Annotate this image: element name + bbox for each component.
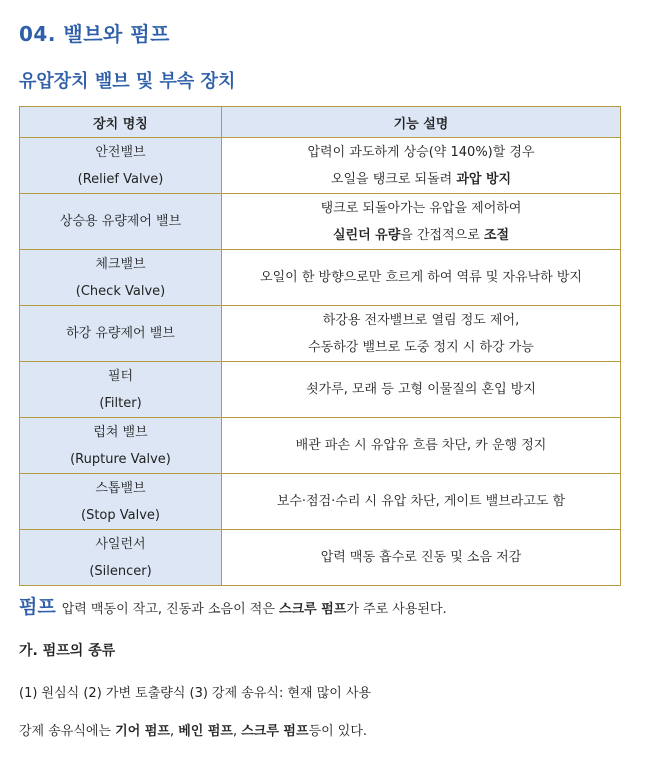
- description-line: [228, 166, 614, 193]
- emphasis-text: 조절: [483, 227, 510, 243]
- function-description-cell: [222, 194, 621, 250]
- pump-intro: [19, 592, 447, 619]
- pump-types-list: (1) 원심식 (2) 가변 토출량식 (3) 강제 송유식: 현재 많이 사용: [19, 686, 372, 701]
- description-line: [228, 432, 614, 459]
- device-name-cell: [20, 138, 222, 194]
- description-line: [228, 334, 614, 361]
- description-text: 하강용 전자밸브로 열림 정도 제어,: [322, 312, 520, 328]
- table-header-row: [20, 107, 621, 138]
- body-text: 강제 송유식에는: [19, 724, 116, 739]
- device-name-cell: [20, 250, 222, 306]
- device-name-cell: [20, 474, 222, 530]
- body-text: 압력 맥동이 작고, 진동과 소음이 적은: [61, 602, 280, 617]
- description-line: [228, 264, 614, 291]
- description-text: 오일을 탱크로 되돌려: [330, 171, 457, 187]
- function-description-cell: [222, 306, 621, 362]
- table-row: [20, 418, 621, 474]
- description-text: 압력이 과도하게 상승(약 140%)할 경우: [307, 144, 535, 160]
- table-body: [20, 138, 621, 586]
- body-text: ,: [232, 724, 242, 739]
- table-row: [20, 194, 621, 250]
- body-text: 가 주로 사용된다.: [346, 602, 447, 617]
- device-name-line: (Rupture Valve): [70, 451, 171, 467]
- table-row: [20, 250, 621, 306]
- pump-label: 펌프: [19, 596, 56, 618]
- device-name-line: 스톱밸브: [95, 480, 146, 496]
- column-header-device-name: 장치 명칭: [20, 107, 222, 138]
- column-header-function: 기능 설명: [222, 107, 621, 138]
- device-name-line: 안전밸브: [95, 144, 146, 160]
- description-line: [228, 307, 614, 334]
- device-name-cell: [20, 362, 222, 418]
- table-row: [20, 362, 621, 418]
- device-name-line: 사일런서: [95, 536, 146, 552]
- emphasis-text: 과압 방지: [456, 171, 512, 187]
- device-name-line: 체크밸브: [95, 256, 146, 272]
- table-row: [20, 530, 621, 586]
- description-text: 탱크로 되돌아가는 유압을 제어하여: [320, 200, 522, 216]
- description-text: 오일이 한 방향으로만 흐르게 하여 역류 및 자유낙하 방지: [260, 270, 582, 285]
- function-description-cell: [222, 530, 621, 586]
- device-name-line: 럽쳐 밸브: [93, 424, 148, 440]
- description-line: [228, 139, 614, 166]
- device-name-cell: [20, 418, 222, 474]
- device-name-cell: [20, 194, 222, 250]
- function-description-cell: [222, 138, 621, 194]
- positive-displacement-note: [19, 720, 367, 739]
- device-name-line: (Silencer): [89, 563, 152, 579]
- description-line: [228, 376, 614, 403]
- emphasis-text: 실린더 유량: [332, 227, 401, 243]
- page-title: 04. 밸브와 펌프: [19, 22, 170, 46]
- device-name-cell: [20, 530, 222, 586]
- description-line: [228, 195, 614, 222]
- device-name-line: (Check Valve): [75, 283, 166, 299]
- description-text: 보수·점검·수리 시 유압 차단, 게이트 밸브라고도 함: [276, 494, 566, 509]
- description-text: 쇳가루, 모래 등 고형 이물질의 혼입 방지: [306, 382, 536, 397]
- function-description-cell: [222, 250, 621, 306]
- description-text: 배관 파손 시 유압유 흐름 차단, 카 운행 정지: [295, 438, 547, 453]
- function-description-cell: [222, 474, 621, 530]
- body-text: 등이 있다.: [308, 724, 368, 739]
- section-subtitle: 유압장치 밸브 및 부속 장치: [19, 71, 236, 92]
- table-row: [20, 138, 621, 194]
- device-name-line: 상승용 유량제어 밸브: [59, 214, 182, 229]
- pump-types-heading: 가. 펌프의 종류: [19, 643, 116, 659]
- description-text: 수동하강 밸브로 도중 정지 시 하강 가능: [308, 339, 534, 355]
- emphasis-text: 스크루 펌프: [279, 602, 347, 617]
- valve-table: [19, 106, 621, 586]
- function-description-cell: [222, 418, 621, 474]
- table-row: [20, 474, 621, 530]
- device-name-line: (Relief Valve): [77, 171, 164, 187]
- table-row: [20, 306, 621, 362]
- emphasis-text: 기어 펌프: [115, 724, 170, 739]
- description-text: 을 간접적으로: [400, 227, 484, 243]
- emphasis-text: 베인 펌프: [178, 724, 233, 739]
- body-text: ,: [169, 724, 179, 739]
- emphasis-text: 스크루 펌프: [241, 724, 309, 739]
- device-name-line: 필터: [107, 368, 134, 384]
- device-name-line: (Stop Valve): [81, 507, 160, 523]
- description-text: 압력 맥동 흡수로 진동 및 소음 저감: [320, 550, 522, 565]
- description-line: [228, 222, 614, 249]
- pump-intro-text: [62, 598, 447, 617]
- description-line: [228, 544, 614, 571]
- description-line: [228, 488, 614, 515]
- device-name-line: 하강 유량제어 밸브: [66, 326, 175, 341]
- function-description-cell: [222, 362, 621, 418]
- device-name-cell: [20, 306, 222, 362]
- device-name-line: (Filter): [99, 395, 142, 411]
